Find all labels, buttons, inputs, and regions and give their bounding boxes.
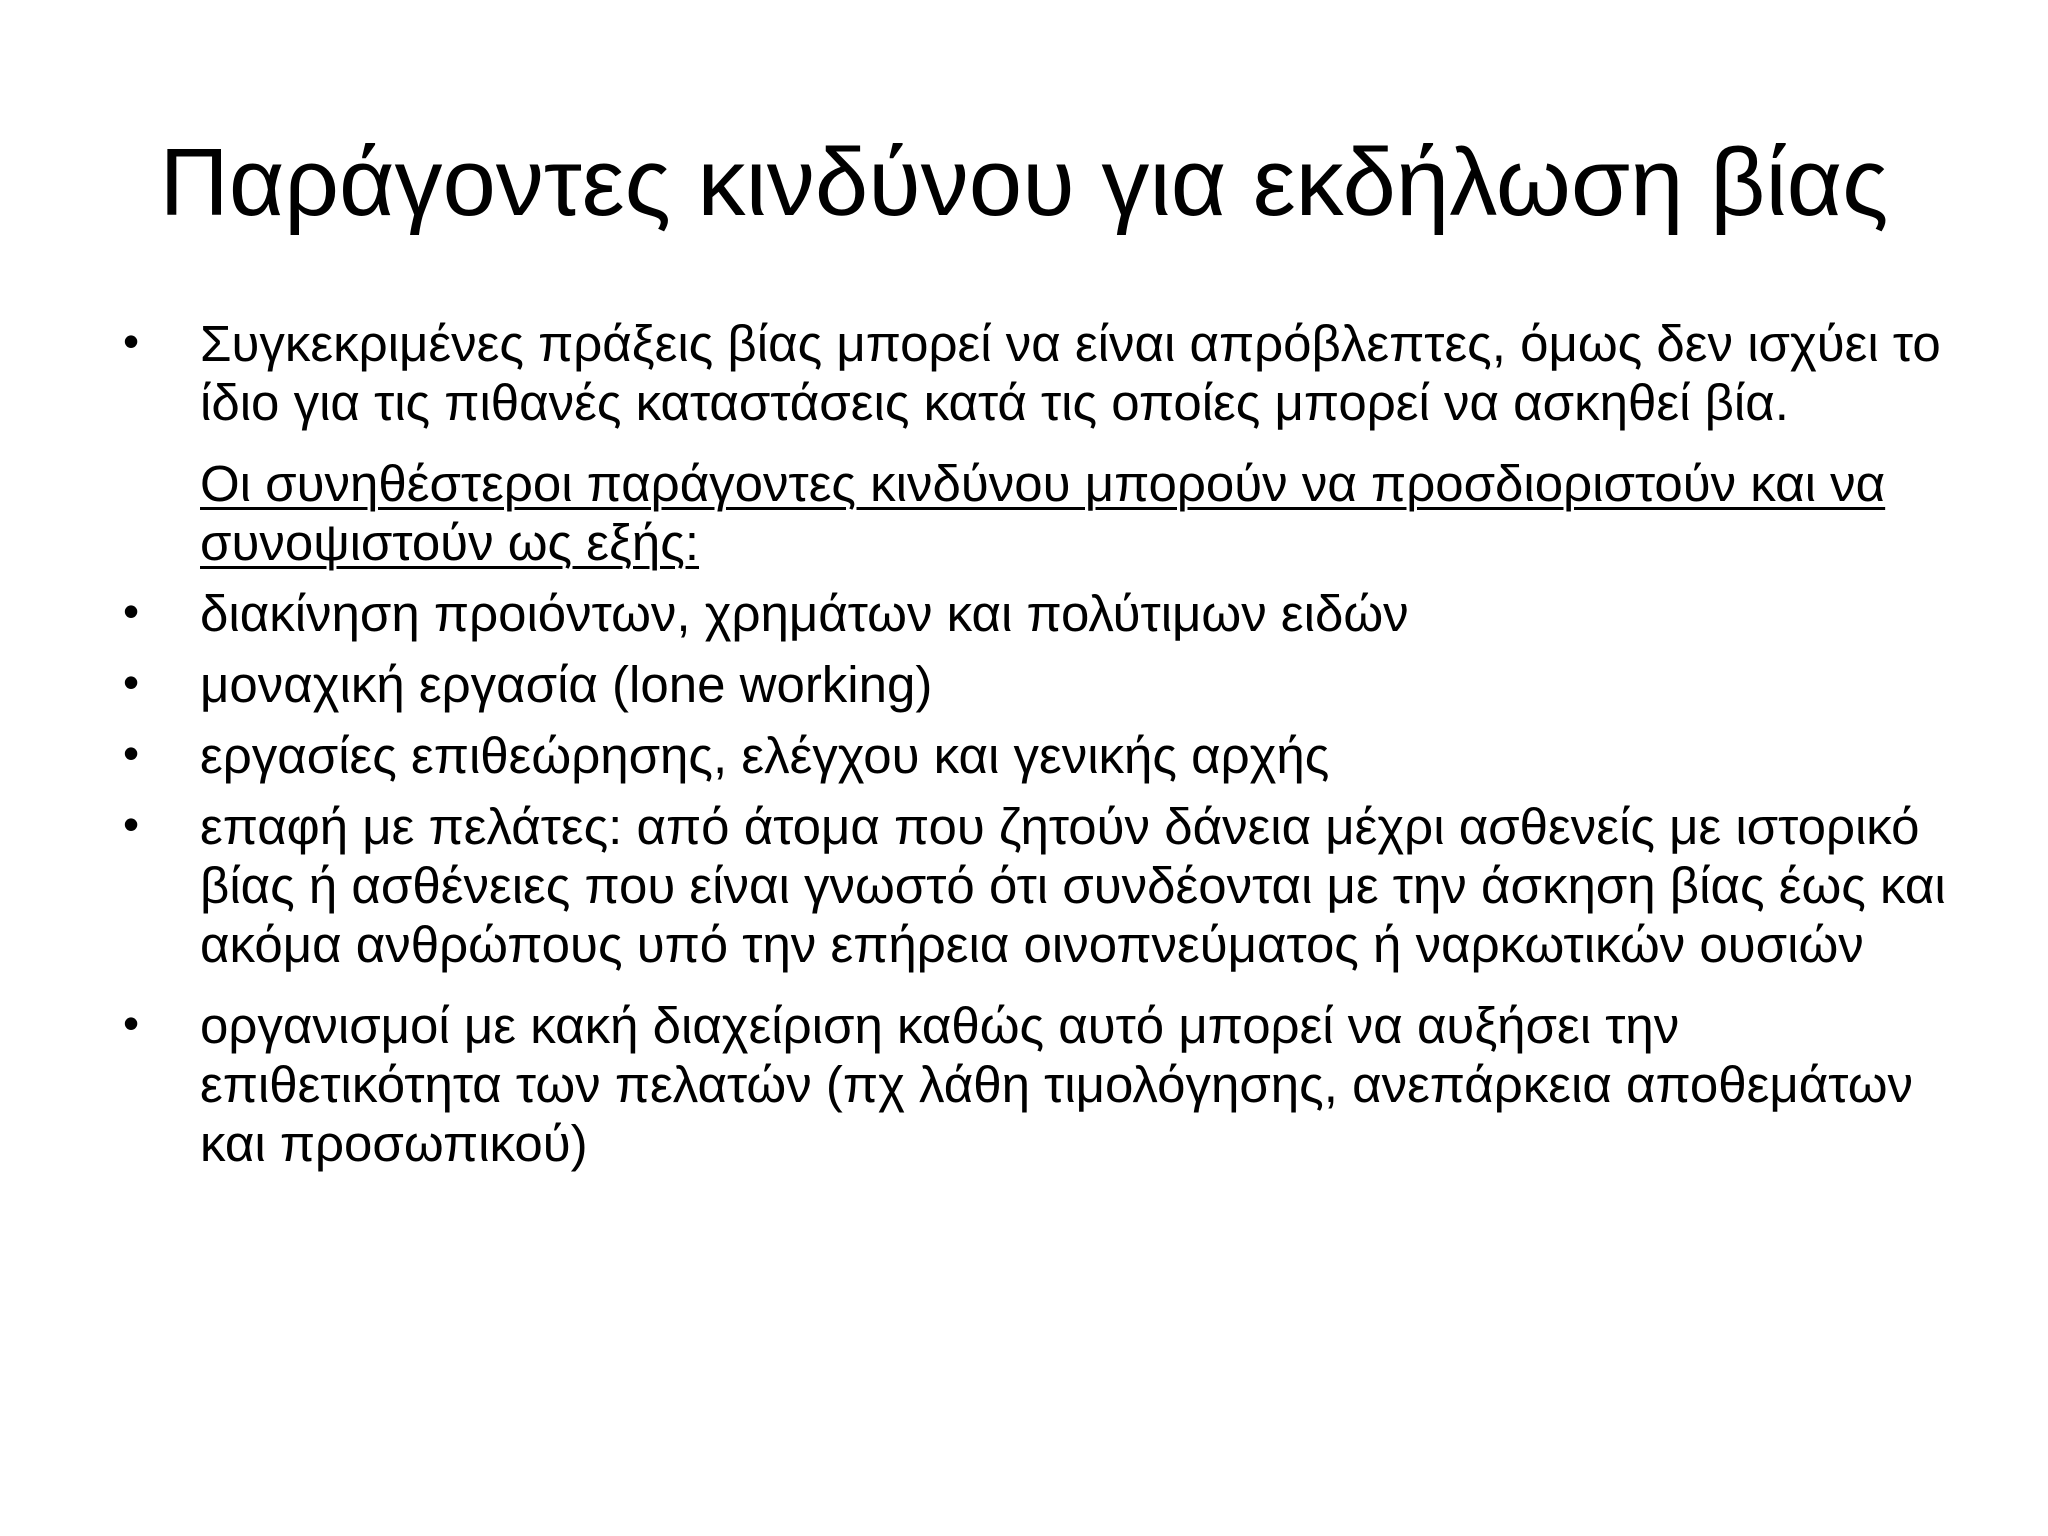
bullet-item-factor-4 <box>120 797 1950 974</box>
bullet-item-factor-3 <box>120 726 1950 785</box>
summary-underlined-text: Οι συνηθέστεροι παράγοντες κινδύνου μπορούν να προσδιοριστούν και να συνοψιστούν ως εξής: <box>200 455 1886 571</box>
bullet-text: οργανισμοί με κακή διαχείριση καθώς αυτό μπορεί να αυξήσει την επιθετικότητα των πελατών (πχ λάθη τιμολόγησης, ανεπάρκεια αποθεμάτων και προσωπικού) <box>200 997 1914 1172</box>
bullet-item-factor-2 <box>120 655 1950 714</box>
bullet-icon: • <box>123 798 140 850</box>
bullet-text: μοναχική εργασία (lone working) <box>200 656 933 713</box>
bullet-icon: • <box>123 997 140 1049</box>
bullet-icon: • <box>123 315 140 367</box>
bullet-text: εργασίες επιθεώρησης, ελέγχου και γενικής αρχής <box>200 727 1330 784</box>
bullet-icon: • <box>123 656 140 708</box>
bullet-text: επαφή με πελάτες: από άτομα που ζητούν δάνεια μέχρι ασθενείς με ιστορικό βίας ή ασθένειες που είναι γνωστό ότι συνδέονται με την άσκηση βίας έως και ακόμα ανθρώπους υπό την επήρεια οινοπνεύματος ή ναρκωτικών ουσιών <box>200 798 1946 973</box>
bullet-icon: • <box>123 585 140 637</box>
bullet-item-factor-5 <box>120 996 1950 1173</box>
bullet-text: Συγκεκριμένες πράξεις βίας μπορεί να είναι απρόβλεπτες, όμως δεν ισχύει το ίδιο για τις πιθανές καταστάσεις κατά τις οποίες μπορεί να ασκηθεί βία. <box>200 315 1941 431</box>
slide-title: Παράγοντες κινδύνου για εκδήλωση βίας <box>159 129 1889 236</box>
slide-body <box>120 314 1950 1185</box>
bullet-item-factor-1 <box>120 584 1950 643</box>
bullet-text: διακίνηση προιόντων, χρημάτων και πολύτιμων ειδών <box>200 585 1409 642</box>
bullet-item-intro <box>120 314 1950 432</box>
bullet-icon: • <box>123 727 140 779</box>
summary-paragraph <box>120 454 1950 572</box>
